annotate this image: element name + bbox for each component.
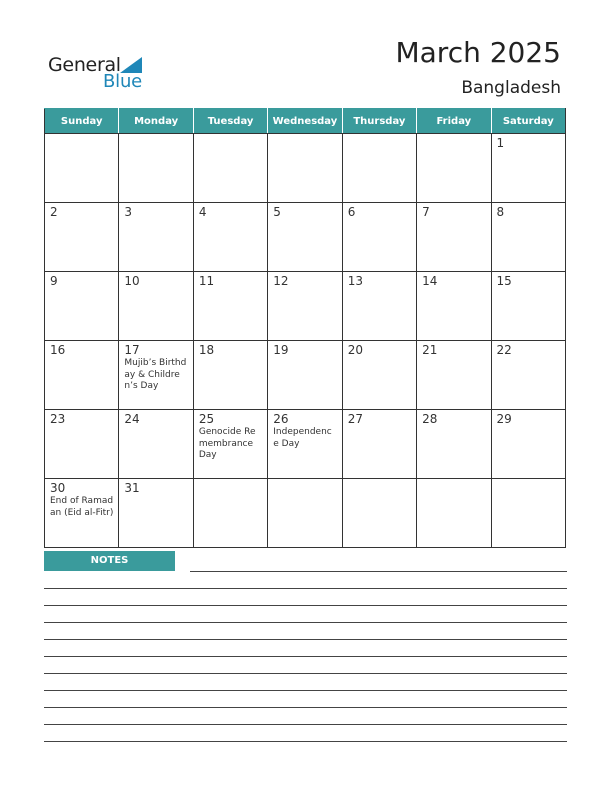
calendar-day-cell <box>193 272 267 341</box>
note-line <box>44 690 567 691</box>
page-title: March 2025 <box>395 36 561 69</box>
note-line <box>190 571 567 572</box>
calendar-day-cell <box>45 410 119 479</box>
calendar-day-cell <box>417 410 491 479</box>
calendar-day-cell <box>268 410 342 479</box>
day-number: 30 <box>50 481 66 495</box>
calendar-week-row <box>45 203 566 272</box>
day-number: 18 <box>198 343 215 357</box>
day-number: 29 <box>496 412 512 426</box>
calendar-day-cell <box>491 479 565 548</box>
calendar-day-cell <box>417 134 491 203</box>
day-number: 28 <box>422 412 438 426</box>
day-number: 27 <box>347 412 363 426</box>
day-number: 6 <box>347 205 356 219</box>
note-line <box>44 707 567 708</box>
day-number: 7 <box>422 205 430 219</box>
calendar-day-cell <box>193 203 267 272</box>
calendar-day-cell <box>417 272 491 341</box>
weekday-header: Monday <box>119 109 193 134</box>
calendar-day-cell <box>193 479 267 548</box>
note-line <box>44 656 567 657</box>
calendar-day-cell <box>268 134 342 203</box>
logo <box>48 54 148 94</box>
calendar-day-cell <box>417 341 491 410</box>
day-number: 17 <box>124 343 140 357</box>
day-number: 24 <box>124 412 140 426</box>
calendar-day-cell <box>491 410 565 479</box>
day-number: 31 <box>124 481 140 495</box>
calendar-day-cell <box>119 410 193 479</box>
calendar-day-cell <box>45 272 119 341</box>
calendar-day-cell <box>268 341 342 410</box>
day-number: 15 <box>496 274 512 288</box>
note-line <box>44 639 567 640</box>
calendar-day-cell <box>119 134 193 203</box>
holiday-label: Independence Day <box>273 427 332 449</box>
notes-label: NOTES <box>44 551 175 571</box>
calendar-week-row <box>45 341 566 410</box>
calendar-day-cell <box>342 479 416 548</box>
calendar-day-cell <box>45 203 119 272</box>
calendar-day-cell <box>268 479 342 548</box>
calendar-day-cell <box>268 203 342 272</box>
weekday-header: Sunday <box>45 109 119 134</box>
calendar-day-cell <box>193 410 267 479</box>
day-number: 9 <box>50 274 58 288</box>
weekday-header: Wednesday <box>268 109 342 134</box>
holiday-label: Mujib’s Birthday & Children’s Day <box>124 358 187 391</box>
logo-blue-text: Blue <box>103 71 143 92</box>
day-number: 19 <box>273 343 289 357</box>
day-number: 5 <box>273 205 281 219</box>
calendar-day-cell <box>119 479 193 548</box>
day-number: 26 <box>273 412 289 426</box>
calendar-day-cell <box>45 341 119 410</box>
day-number: 13 <box>347 274 363 288</box>
calendar-day-cell <box>119 341 193 410</box>
weekday-header-row <box>45 109 566 134</box>
day-number: 11 <box>198 274 215 288</box>
weekday-header: Saturday <box>491 109 565 134</box>
weekday-header: Thursday <box>342 109 416 134</box>
calendar-day-cell <box>417 203 491 272</box>
weekday-header: Friday <box>417 109 491 134</box>
calendar-day-cell <box>268 272 342 341</box>
calendar-day-cell <box>491 341 565 410</box>
country-name: Bangladesh <box>461 78 561 98</box>
holiday-label: End of Ramadan (Eid al-Fitr) <box>50 496 114 518</box>
day-number: 14 <box>422 274 438 288</box>
day-number: 4 <box>198 205 207 219</box>
calendar-day-cell <box>342 341 416 410</box>
calendar-day-cell <box>491 203 565 272</box>
day-number: 8 <box>496 205 505 219</box>
day-number: 23 <box>50 412 66 426</box>
calendar-week-row <box>45 479 566 548</box>
calendar-day-cell <box>45 134 119 203</box>
calendar-day-cell <box>491 134 565 203</box>
day-number: 22 <box>496 343 512 357</box>
note-line <box>44 741 567 742</box>
day-number: 2 <box>50 205 58 219</box>
note-line <box>44 605 567 606</box>
day-number: 20 <box>347 343 363 357</box>
calendar-day-cell <box>342 272 416 341</box>
calendar-week-row <box>45 272 566 341</box>
calendar-day-cell <box>45 479 119 548</box>
day-number: 3 <box>124 205 133 219</box>
calendar-week-row <box>45 134 566 203</box>
calendar-day-cell <box>119 203 193 272</box>
note-line <box>44 673 567 674</box>
day-number: 16 <box>50 343 66 357</box>
calendar-day-cell <box>342 203 416 272</box>
calendar-day-cell <box>342 410 416 479</box>
calendar-day-cell <box>193 341 267 410</box>
day-number: 1 <box>496 136 505 150</box>
calendar-day-cell <box>342 134 416 203</box>
holiday-label: Genocide Remembrance Day <box>198 427 256 460</box>
calendar-grid <box>44 108 566 548</box>
calendar-day-cell <box>119 272 193 341</box>
calendar-week-row <box>45 410 566 479</box>
day-number: 21 <box>422 343 438 357</box>
day-number: 25 <box>198 412 215 426</box>
calendar-day-cell <box>491 272 565 341</box>
calendar-body <box>45 134 566 548</box>
weekday-header: Tuesday <box>193 109 267 134</box>
calendar-day-cell <box>417 479 491 548</box>
day-number: 10 <box>124 274 140 288</box>
note-line <box>44 588 567 589</box>
calendar-day-cell <box>193 134 267 203</box>
logo-general-text: General <box>48 54 121 76</box>
note-line <box>44 622 567 623</box>
note-line <box>44 724 567 725</box>
day-number: 12 <box>273 274 289 288</box>
